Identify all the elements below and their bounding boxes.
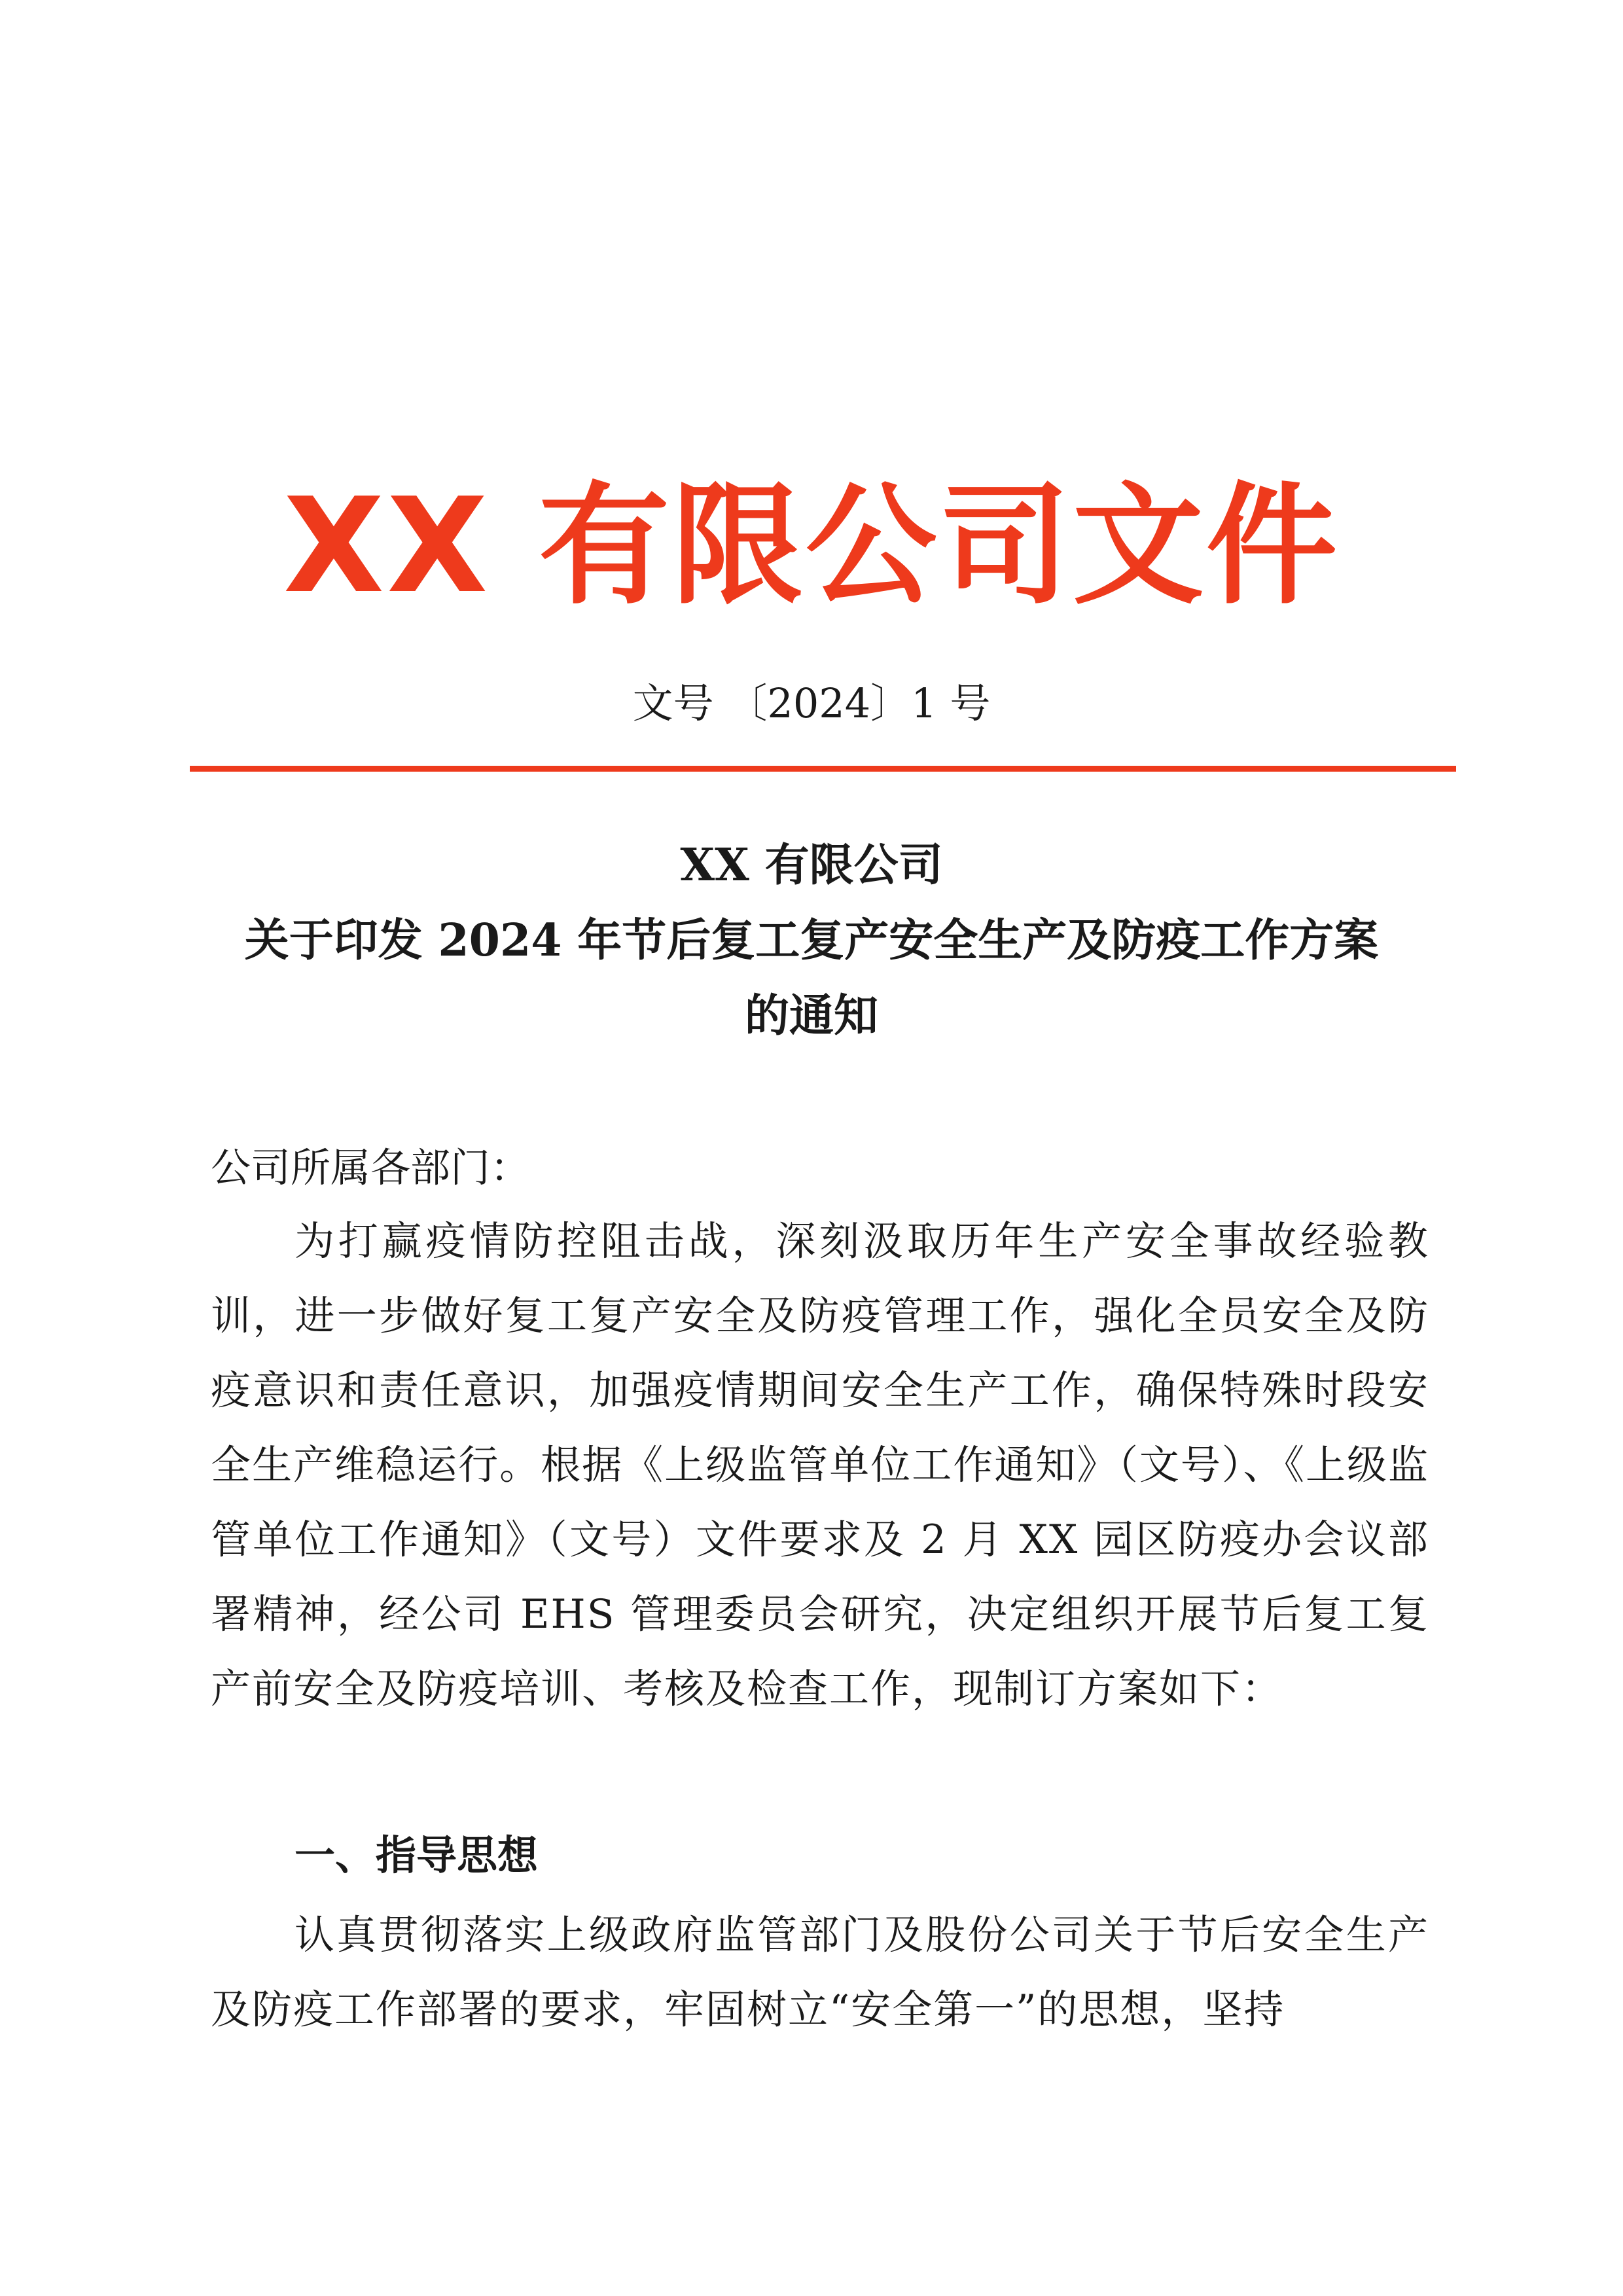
body-paragraph-2: 认真贯彻落实上级政府监管部门及股份公司关于节后安全生产及防疫工作部署的要求，牢固树立“安全第一”的思想，坚持: [211, 1912, 1429, 2033]
red-divider-line: [190, 766, 1456, 772]
document-number: 文号 〔2024〕1 号: [632, 679, 991, 727]
section-heading-guiding-principle: 一、指导思想: [294, 1831, 539, 1879]
body-paragraph-1: 为打赢疫情防控阻击战，深刻汲取历年生产安全事故经验教训，进一步做好复工复产安全及防疫管理工作，强化全员安全及防疫意识和责任意识，加强疫情期间安全生产工作，确保特殊时段安全生产维稳运行。根据《上级监管单位工作通知》（文号）、《上级监管单位工作通知》（文号）文件要求及 2 月 XX 园区防疫办会议部署精神，经公司 EHS 管理委员会研究，决定组织开展节后复工复产前安全及防疫培训、考核及检查工作，现制订方案如下：: [211, 1218, 1429, 1712]
notice-title-line-2: 关于印发 2024 年节后复工复产安全生产及防疫工作方案: [244, 914, 1379, 967]
salutation: 公司所属各部门：: [211, 1145, 531, 1191]
notice-title-line-3: 的通知: [744, 990, 878, 1042]
notice-title: [157, 828, 1466, 1054]
document-header-title: XX 有限公司文件: [283, 470, 1340, 622]
notice-title-line-1: XX 有限公司: [680, 839, 943, 891]
